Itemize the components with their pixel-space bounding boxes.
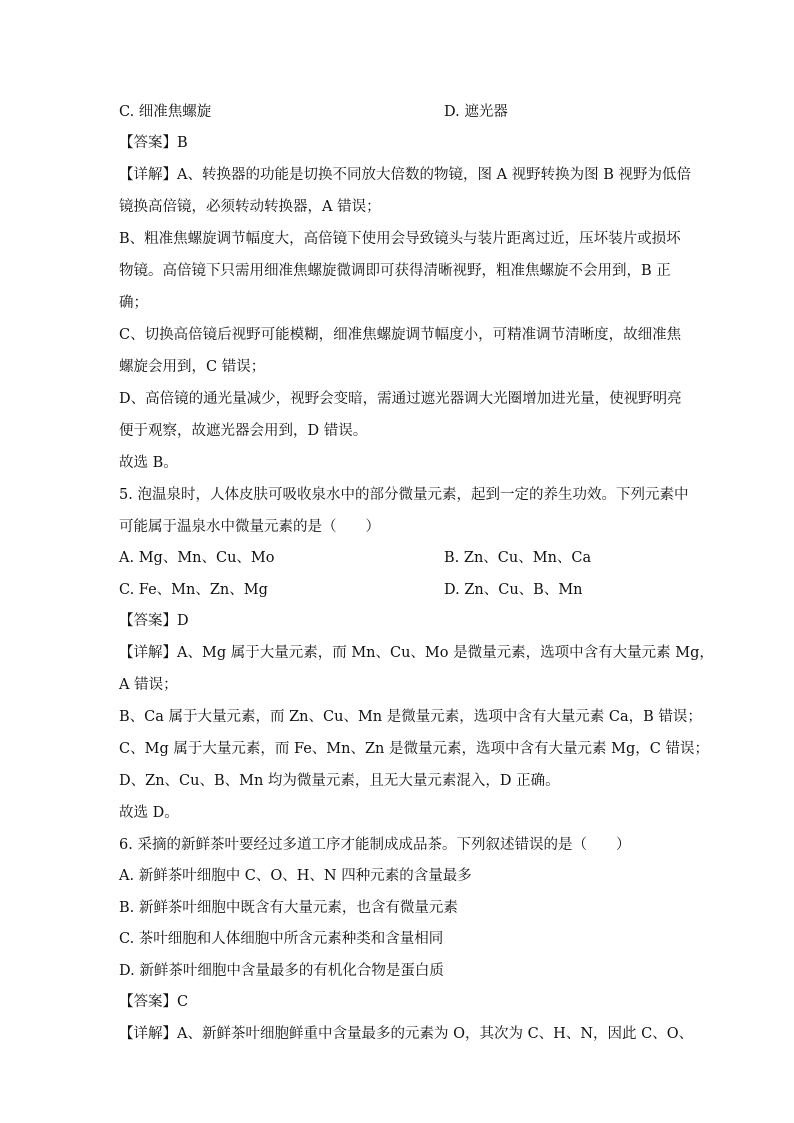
q5-detail-line: D、Zn、Cu、B、Mn 均为微量元素，且无大量元素混入，D 正确。 bbox=[119, 773, 560, 789]
q5-option-c: C. Fe、Mn、Zn、Mg bbox=[119, 582, 268, 598]
q5-answer: 【答案】D bbox=[119, 613, 189, 629]
q4-detail-line: 镜换高倍镜，必须转动转换器，A 错误； bbox=[119, 199, 381, 215]
q6-detail-line: 【详解】A、新鲜茶叶细胞鲜重中含量最多的元素为 O，其次为 C、H、N，因此 C、O、 bbox=[119, 1026, 694, 1042]
q4-detail-line: C、切换高倍镜后视野可能模糊，细准焦螺旋调节幅度小，可精准调节清晰度，故细准焦 bbox=[119, 327, 682, 343]
q6-option-a: A. 新鲜茶叶细胞中 C、O、H、N 四种元素的含量最多 bbox=[119, 868, 472, 884]
q6-stem: 6. 采摘的新鲜茶叶要经过多道工序才能制成成品茶。下列叙述错误的是（ ） bbox=[119, 837, 631, 853]
q6-option-b: B. 新鲜茶叶细胞中既含有大量元素，也含有微量元素 bbox=[119, 900, 458, 916]
q4-option-c: C. 细准焦螺旋 bbox=[119, 104, 212, 120]
q5-stem-line: 可能属于温泉水中微量元素的是（ ） bbox=[119, 519, 380, 535]
q4-answer: 【答案】B bbox=[119, 135, 188, 151]
q4-option-d: D. 遮光器 bbox=[444, 104, 508, 120]
q4-detail-line: 螺旋会用到，C 错误； bbox=[119, 359, 266, 375]
q6-option-d: D. 新鲜茶叶细胞中含量最多的有机化合物是蛋白质 bbox=[119, 963, 444, 979]
q4-detail-line: 便于观察，故遮光器会用到，D 错误。 bbox=[119, 423, 368, 439]
q4-detail-line: 物镜。高倍镜下只需用细准焦螺旋微调即可获得清晰视野，粗准焦螺旋不会用到，B 正 bbox=[119, 263, 671, 279]
q5-option-a: A. Mg、Mn、Cu、Mo bbox=[119, 550, 275, 566]
q5-option-b: B. Zn、Cu、Mn、Ca bbox=[444, 550, 592, 566]
q5-detail-line: 【详解】A、Mg 属于大量元素，而 Mn、Cu、Mo 是微量元素，选项中含有大量元素 Mg， bbox=[119, 645, 714, 661]
q5-detail-line: A 错误； bbox=[119, 677, 178, 693]
q4-detail-line: D、高倍镜的通光量减少，视野会变暗，需通过遮光器调大光圈增加进光量，使视野明亮 bbox=[119, 391, 682, 407]
q4-detail-line: 【详解】A、转换器的功能是切换不同放大倍数的物镜，图 A 视野转换为图 B 视野为低倍 bbox=[119, 167, 692, 183]
q4-detail-line: B、粗准焦螺旋调节幅度大，高倍镜下使用会导致镜头与装片距离过近，压坏装片或损坏 bbox=[119, 231, 681, 247]
q4-detail-line: 确； bbox=[119, 295, 148, 311]
q5-detail-line: C、Mg 属于大量元素，而 Fe、Mn、Zn 是微量元素，选项中含有大量元素 Mg，C 错误； bbox=[119, 741, 709, 757]
q6-option-c: C. 茶叶细胞和人体细胞中所含元素种类和含量相同 bbox=[119, 931, 444, 947]
q5-option-d: D. Zn、Cu、B、Mn bbox=[444, 582, 583, 598]
q6-answer: 【答案】C bbox=[119, 994, 189, 1010]
q5-conclusion: 故选 D。 bbox=[119, 805, 179, 821]
q5-detail-line: B、Ca 属于大量元素，而 Zn、Cu、Mn 是微量元素，选项中含有大量元素 Ca，B 错误； bbox=[119, 709, 702, 725]
q4-conclusion: 故选 B。 bbox=[119, 455, 178, 471]
q5-stem-line: 5. 泡温泉时，人体皮肤可吸收泉水中的部分微量元素，起到一定的养生功效。下列元素中 bbox=[119, 487, 689, 503]
